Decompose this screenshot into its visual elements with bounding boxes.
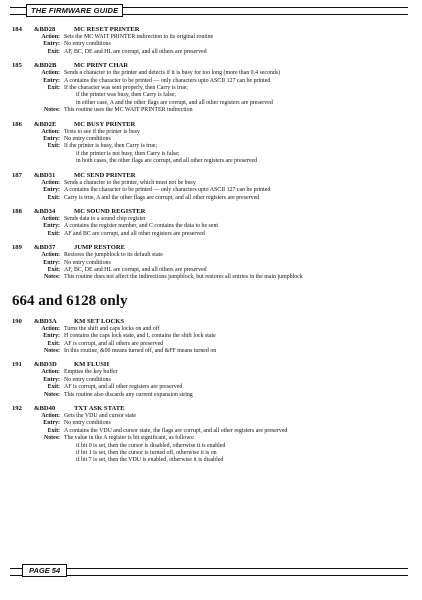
routine-address: &BD34	[34, 207, 56, 215]
routine-name: MC RESET PRINTER	[74, 26, 140, 33]
field-label: Exit:	[47, 230, 60, 237]
field-label: Action:	[41, 34, 60, 40]
field-value	[64, 41, 410, 48]
field-value	[64, 348, 410, 355]
routine-address: &BD3A	[34, 317, 57, 325]
field-line: if the printer is not busy, then Carry is false;	[76, 150, 180, 157]
routine-number: 192	[12, 405, 22, 412]
field-line: Empties the key buffer	[64, 369, 118, 376]
routine-entry	[12, 121, 410, 166]
routine-field	[12, 107, 410, 114]
field-label: Entry:	[43, 376, 60, 383]
field-label: Action:	[41, 215, 60, 222]
field-line: Carry is true, A and the other flags are corrupt, and all other registers are preserved	[64, 194, 260, 201]
section-title: 664 and 6128 only	[12, 292, 128, 309]
field-label: Notes:	[43, 435, 60, 442]
field-line: The value in the A register is bit significant, as follows:	[64, 435, 195, 442]
field-line: AF is corrupt, and all other registers are preserved	[64, 384, 183, 391]
running-title: THE FIRMWARE GUIDE	[26, 4, 123, 17]
field-label: Entry:	[43, 420, 60, 427]
routine-number: 189	[12, 244, 22, 252]
field-label: Notes:	[43, 107, 60, 114]
field-value	[64, 129, 410, 136]
routine-entry	[12, 172, 410, 202]
field-value	[64, 413, 410, 420]
field-label: Entry:	[43, 259, 60, 266]
field-line: if bit 0 is set, then the cursor is disabled, otherwise it is enabled	[76, 442, 226, 449]
routine-field	[12, 392, 410, 399]
routine-entry	[12, 405, 410, 465]
page-header	[10, 5, 408, 17]
field-value	[64, 252, 410, 259]
routine-field	[12, 85, 410, 107]
routine-heading	[12, 244, 410, 252]
field-line: Sends a character to the printer, which must not be busy	[64, 179, 196, 186]
routine-field	[12, 223, 410, 230]
field-label: Exit:	[47, 266, 60, 273]
field-label: Entry:	[43, 77, 60, 84]
field-line: Tests to see if the printer is busy	[64, 128, 140, 135]
routine-field	[12, 49, 410, 56]
routine-field	[12, 260, 410, 267]
routine-number: 186	[12, 120, 22, 128]
routine-field	[12, 384, 410, 391]
field-value	[64, 143, 410, 165]
routine-name: TXT ASK STATE	[74, 405, 125, 412]
field-label: Entry:	[43, 333, 60, 340]
routine-field	[12, 341, 410, 348]
routine-field	[12, 216, 410, 223]
field-label: Entry:	[43, 136, 60, 143]
field-label: Exit:	[47, 85, 60, 92]
routine-address: &BD3D	[34, 361, 57, 369]
routine-heading	[12, 318, 410, 326]
field-value	[64, 85, 410, 107]
routine-heading	[12, 121, 410, 129]
routine-field	[12, 41, 410, 48]
routine-heading	[12, 26, 410, 34]
entries-printer	[12, 26, 410, 282]
routine-field	[12, 435, 410, 465]
field-value	[64, 260, 410, 267]
field-value	[64, 435, 410, 465]
field-line: A contains the character to be printed — only characters upto ASCII 127 can be printed	[64, 187, 271, 194]
field-line: Restores the jumpblock to its default state	[64, 252, 163, 259]
routine-address: &BD31	[34, 171, 56, 179]
field-label: Exit:	[47, 427, 60, 434]
routine-name: MC PRINT CHAR	[74, 62, 129, 70]
field-label: Action:	[41, 252, 60, 259]
routine-field	[12, 369, 410, 376]
routine-number: 190	[12, 317, 22, 325]
routine-field	[12, 78, 410, 85]
field-label: Notes:	[43, 347, 60, 354]
page-content	[12, 26, 410, 471]
field-label: Action:	[41, 179, 60, 186]
field-label: Exit:	[47, 194, 60, 201]
field-line: No entry conditions	[64, 420, 111, 427]
field-value	[64, 195, 410, 202]
field-value	[64, 49, 410, 56]
routine-name: MC BUSY PRINTER	[74, 120, 136, 128]
routine-address: &BD40	[34, 405, 56, 412]
field-label: Notes:	[43, 391, 60, 398]
routine-entry	[12, 361, 410, 399]
field-line: H contains the caps lock state, and L contains the shift lock state	[64, 333, 216, 340]
routine-name: JUMP RESTORE	[74, 244, 125, 252]
field-line: Gets the VDU and cursor state	[64, 413, 137, 419]
routine-entry	[12, 62, 410, 114]
field-line: in either case, A and the other flags are corrupt, and all other registers are preserved	[76, 99, 273, 106]
field-label: Entry:	[43, 187, 60, 194]
routine-field	[12, 143, 410, 165]
routine-field	[12, 195, 410, 202]
field-value	[64, 341, 410, 348]
field-label: Exit:	[47, 48, 60, 55]
field-value	[64, 333, 410, 340]
field-value	[64, 384, 410, 391]
routine-address: &BD37	[34, 244, 56, 252]
field-value	[64, 392, 410, 399]
field-value	[64, 187, 410, 194]
field-label: Action:	[41, 413, 60, 419]
field-label: Exit:	[47, 340, 60, 347]
field-line: No entry conditions	[64, 259, 111, 266]
routine-name: MC SEND PRINTER	[74, 171, 136, 179]
routine-field	[12, 34, 410, 41]
field-line: No entry conditions	[64, 376, 111, 383]
field-line: if bit 7 is set, then the VDU is enabled, otherwise it is disabled	[76, 457, 224, 464]
footer-rule-bottom	[10, 575, 408, 576]
field-line: Sends a character to the printer and detects if it is busy for too long (more than 0.4 seconds)	[64, 70, 281, 77]
routine-field	[12, 420, 410, 427]
field-label: Entry:	[43, 41, 60, 48]
routine-field	[12, 274, 410, 281]
field-line: This routine does not affect the indirections jumpblock, but restores all entries in the main jumpblock	[64, 274, 303, 281]
field-line: If the printer is busy, then Carry is true;	[64, 143, 158, 150]
field-line: AF, BC, DE and HL are corrupt, and all others are preserved	[64, 48, 207, 55]
routine-number: 187	[12, 171, 22, 179]
field-label: Action:	[41, 70, 60, 77]
routine-heading	[12, 208, 410, 216]
routine-entry	[12, 244, 410, 282]
routine-field	[12, 231, 410, 238]
routine-field	[12, 129, 410, 136]
page-number: PAGE 54	[22, 564, 67, 577]
routine-entry	[12, 26, 410, 56]
routine-entry	[12, 318, 410, 356]
field-line: Turns the shift and caps locks on and off	[64, 325, 160, 332]
routine-field	[12, 348, 410, 355]
routine-number: 191	[12, 361, 22, 369]
field-label: Action:	[41, 325, 60, 332]
field-line: In this routine, &00 means turned off, and &FF means turned on	[64, 347, 217, 354]
field-value	[64, 223, 410, 230]
field-line: This routine also discards any current expansion string	[64, 391, 193, 398]
field-line: if the printer was busy, then Carry is false;	[76, 92, 176, 99]
field-line: AF is corrupt, and all others are preserved	[64, 340, 164, 347]
field-line: A contains the character to be printed — only characters upto ASCII 127 can be printed	[64, 77, 271, 84]
routine-name: KM FLUSH	[74, 361, 109, 369]
field-line: Sets the MC WAIT PRINTER indirection to its original routine	[64, 34, 214, 40]
routine-number: 184	[12, 26, 22, 33]
routine-field	[12, 333, 410, 340]
routine-name: MC SOUND REGISTER	[74, 207, 146, 215]
field-value	[64, 34, 410, 41]
field-line: AF, BC, DE and HL are corrupt, and all others are preserved	[64, 266, 207, 273]
routine-entry	[12, 208, 410, 238]
routine-address: &BD28	[34, 26, 56, 33]
field-line: If the character was sent properly, then Carry is true;	[64, 85, 188, 92]
field-line: AF and BC are corrupt, and all other registers are preserved	[64, 230, 205, 237]
field-label: Action:	[41, 128, 60, 135]
field-value	[64, 420, 410, 427]
field-value	[64, 70, 410, 77]
routine-field	[12, 180, 410, 187]
routine-name: KM SET LOCKS	[74, 317, 125, 325]
field-line: No entry conditions	[64, 136, 111, 143]
field-label: Entry:	[43, 223, 60, 230]
routine-field	[12, 252, 410, 259]
field-value	[64, 107, 410, 114]
field-value	[64, 369, 410, 376]
field-line: Sends data to a sound chip register	[64, 215, 146, 222]
field-value	[64, 377, 410, 384]
field-label: Exit:	[47, 384, 60, 391]
routine-heading	[12, 405, 410, 413]
routine-field	[12, 377, 410, 384]
field-line: A contains the register number, and C contains the data to be sent	[64, 223, 219, 230]
routine-number: 188	[12, 207, 22, 215]
field-label: Notes:	[43, 274, 60, 281]
routine-field	[12, 413, 410, 420]
page-footer	[10, 564, 408, 578]
routine-heading	[12, 172, 410, 180]
field-line: in both cases, the other flags are corrupt, and all other registers are preserved	[76, 158, 258, 165]
entries-664-6128	[12, 318, 410, 465]
field-value	[64, 216, 410, 223]
field-line: A contains the VDU and cursor state, the flags are corrupt, and all other registers are preserved	[64, 427, 288, 434]
field-label: Exit:	[47, 143, 60, 150]
field-value	[64, 78, 410, 85]
field-value	[64, 180, 410, 187]
routine-field	[12, 187, 410, 194]
field-line: This routine uses the MC WAIT PRINTER indirection	[64, 107, 193, 114]
routine-address: &BD2E	[34, 120, 57, 128]
routine-number: 185	[12, 62, 22, 70]
field-line: No entry conditions	[64, 41, 111, 48]
routine-address: &BD2B	[34, 62, 57, 70]
field-value	[64, 231, 410, 238]
field-value	[64, 274, 410, 281]
field-label: Action:	[41, 369, 60, 376]
field-line: if bit 1 is set, then the cursor is turned off, otherwise it is on	[76, 450, 217, 457]
routine-field	[12, 70, 410, 77]
footer-rule-top	[10, 568, 408, 569]
